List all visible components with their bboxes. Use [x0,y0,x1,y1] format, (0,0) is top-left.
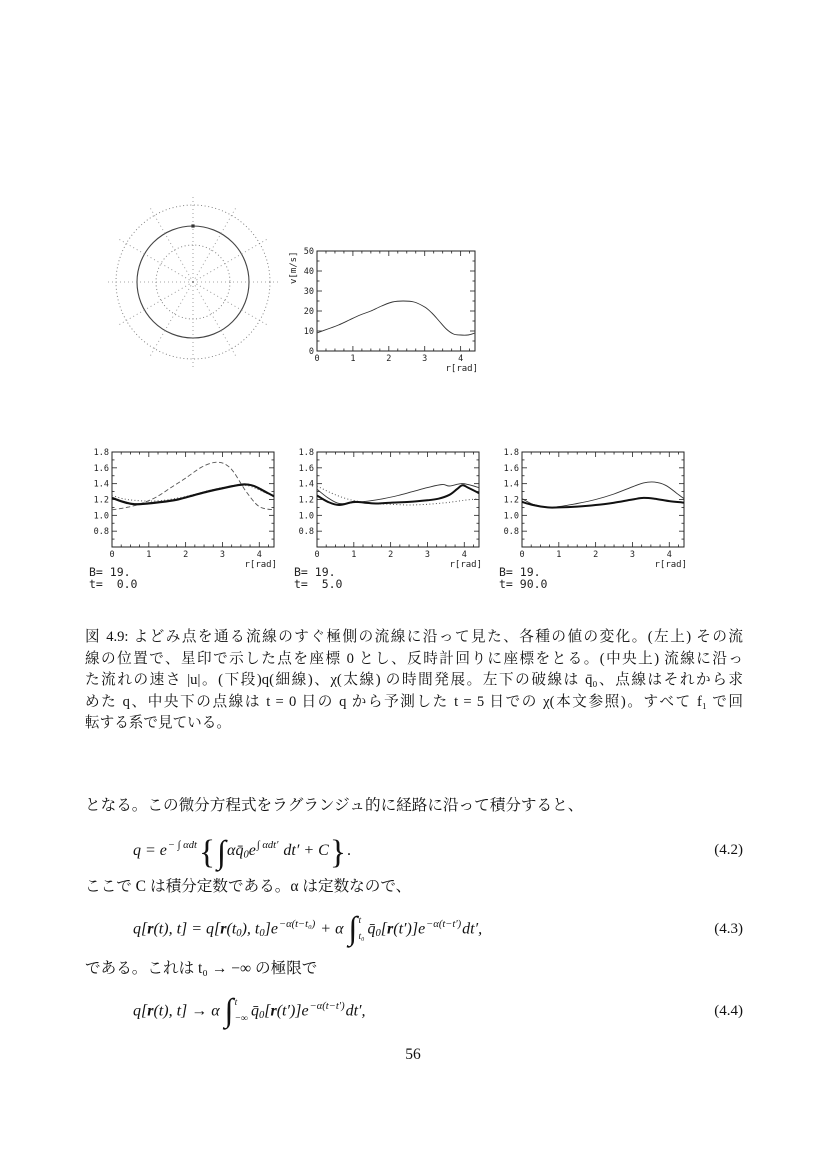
svg-text:1.6: 1.6 [503,463,519,474]
series-q [112,484,274,504]
svg-text:1.8: 1.8 [298,448,314,458]
caption-line: 転する系で見ている。 [85,715,231,732]
paragraph-1: となる。この微分方程式をラグランジュ的に経路に沿って積分すると、 [85,797,584,814]
caption-line: た流れの速さ |u|。(下段)q(細線)、χ(太線) の時間発展。左下の破線は q̄₀、点線はそれから求 [85,672,743,689]
paragraph-3: である。これは t₀ → −∞ の極限で [85,960,318,977]
svg-text:0: 0 [308,347,314,357]
svg-text:2: 2 [386,354,392,364]
paragraph-2: ここで C は積分定数である。α は定数なので、 [85,878,412,895]
svg-text:3: 3 [424,550,431,560]
polar-spoke [150,282,194,357]
polar-spoke [193,282,237,357]
svg-text:1.2: 1.2 [93,495,109,506]
figure-caption [85,627,743,735]
svg-text:40: 40 [303,267,314,277]
svg-text:2: 2 [183,550,189,560]
svg-text:B= 19.: B= 19. [499,565,541,579]
equation-4-2 [85,822,743,878]
polar-plot [93,182,293,382]
svg-text:1: 1 [556,550,562,560]
svg-text:20: 20 [303,307,314,317]
svg-text:1.6: 1.6 [298,463,314,474]
svg-text:4: 4 [458,354,464,364]
svg-text:1.0: 1.0 [93,511,109,522]
caption-line: 図 4.9: よどみ点を通る流線のすぐ極側の流線に沿って見た、各種の値の変化。(左上) その流 [85,629,743,645]
svg-text:1.8: 1.8 [93,448,109,458]
svg-text:50: 50 [303,247,314,257]
series-qbar0 [112,462,274,510]
svg-text:1: 1 [350,354,356,364]
svg-text:1.8: 1.8 [503,448,519,458]
svg-text:0: 0 [519,550,525,560]
series-chi [522,498,684,508]
equation-4-3 [85,900,743,958]
equation-4-4 [85,982,743,1040]
equation-4-4-number: (4.4) [714,1002,743,1019]
svg-text:1.6: 1.6 [93,463,109,474]
polar-spoke [118,239,193,283]
polar-spoke [193,207,237,282]
series-q [317,484,479,504]
svg-text:1.0: 1.0 [503,511,519,522]
svg-text:4: 4 [666,550,672,560]
svg-text:1: 1 [351,550,357,560]
polar-spoke [150,207,194,282]
polar-spoke [118,282,193,326]
svg-text:3: 3 [422,354,428,364]
svg-text:B= 19.: B= 19. [294,565,336,579]
svg-text:r[rad]: r[rad] [445,364,478,374]
svg-text:2: 2 [593,550,599,560]
svg-text:1.4: 1.4 [503,479,519,490]
panel-plot-t0 [85,440,290,598]
svg-text:0.8: 0.8 [93,527,109,538]
equation-4-4-content: q[r(t), t] → α ∫ t −∞ $q̄0[r(t')]e^{-\alpha(t-t')}dt'$, [133,993,366,1029]
svg-text:3: 3 [219,550,226,560]
svg-text:0.8: 0.8 [503,527,519,538]
svg-text:4: 4 [461,550,467,560]
svg-text:1.2: 1.2 [503,495,519,506]
caption-line: 線の位置で、星印で示した点を座標 0 とし、反時計回りに座標をとる。(中央上) 流線に沿っ [85,650,743,667]
series-q-predicted [112,485,274,501]
svg-text:1.4: 1.4 [93,479,109,490]
svg-text:1: 1 [146,550,152,560]
svg-text:1.2: 1.2 [298,495,314,506]
svg-text:t= 90.0: t= 90.0 [499,577,548,591]
equation-4-2-number: (4.2) [714,841,743,858]
svg-text:4: 4 [256,550,262,560]
svg-text:3: 3 [629,550,636,560]
polar-spoke [193,239,268,283]
page-number: 56 [405,1046,421,1063]
caption-line: めた q、中央下の点線は t = 0 日の q から予測した t = 5 日での χ(本文参照)。すべて f₁ で回 [85,693,743,710]
svg-text:t= 0.0: t= 0.0 [89,577,138,591]
panel-plot-t5 [290,440,495,598]
svg-text:t= 5.0: t= 5.0 [294,577,343,591]
svg-text:r[rad]: r[rad] [449,560,482,570]
velocity-plot [285,238,500,378]
svg-text:v[m/s]: v[m/s] [289,251,299,284]
svg-text:B= 19.: B= 19. [89,565,131,579]
stagnation-star-marker [191,224,194,227]
svg-text:10: 10 [303,327,314,337]
svg-text:0: 0 [109,550,115,560]
svg-text:0: 0 [314,354,320,364]
equation-4-2-content: $q = e^{- \int \alpha dt}\{\int\alpha q̄0e^{\int \alpha dt'}$ dt′ + C}. [133,833,351,872]
svg-text:r[rad]: r[rad] [654,560,687,570]
svg-text:r[rad]: r[rad] [244,560,277,570]
svg-text:0: 0 [314,550,320,560]
svg-text:0.8: 0.8 [298,527,314,538]
series-speed-u [317,301,475,335]
svg-text:2: 2 [388,550,394,560]
equation-4-3-number: (4.3) [714,920,743,937]
panel-plot-t90 [495,440,700,598]
equation-4-3-content: q[r(t), t] = q[r(t0), $t0]e^{-\alpha(t-t_0)} + \alpha$ ∫ t t₀ $q̄0[r(t')]e^{-\alpha(t-t')}dt'$, [133,911,483,947]
polar-spoke [193,282,268,326]
svg-text:1.4: 1.4 [298,479,314,490]
svg-text:1.0: 1.0 [298,511,314,522]
svg-text:30: 30 [303,287,314,297]
